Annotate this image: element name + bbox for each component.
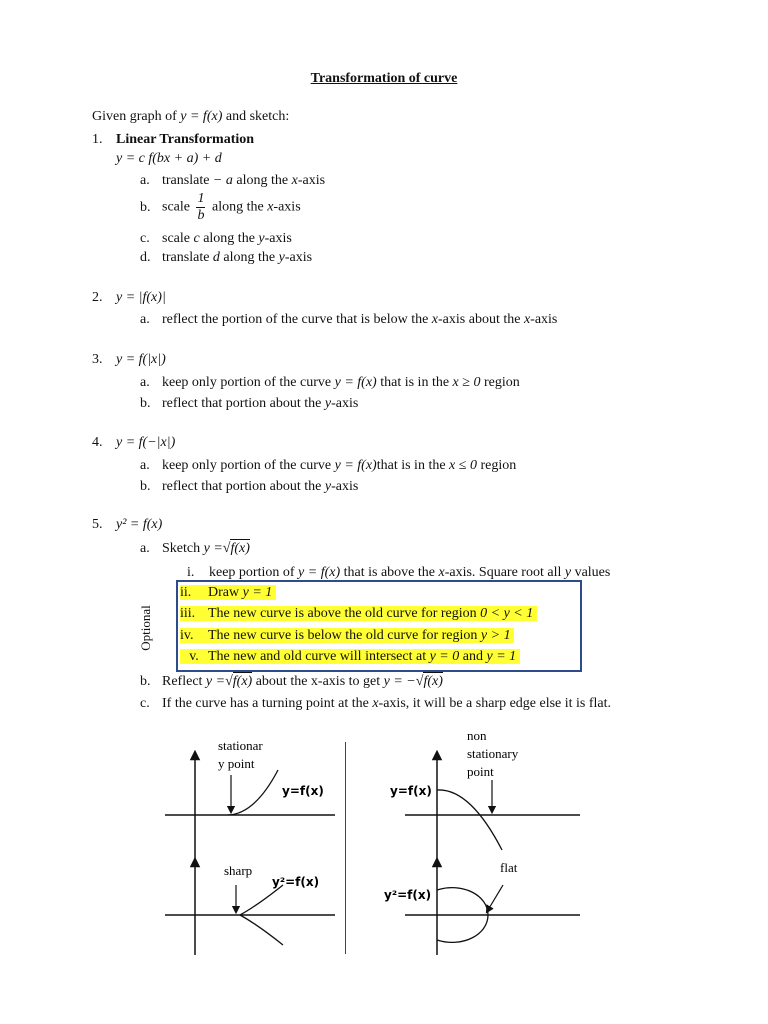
item-equation: y = 1 [242,585,273,600]
item-text: keep only portion of the curve [162,458,332,473]
item-text: The new curve is above the old curve for region [208,606,477,621]
graph-label: stationar [218,738,263,753]
item-equation: 0 < y < 1 [480,606,534,621]
curve [228,770,278,815]
item-text: If the curve has a turning point at the [162,696,369,711]
item-text: scale [162,199,190,215]
graph-equation: y=f(x) [390,784,432,798]
item-equation: y = f(x) [334,458,377,473]
marker: a. [140,173,150,188]
sec3-equation: y = f(|x|) [116,352,166,367]
item-var: y [564,565,572,580]
item-text: -axis [284,250,313,265]
item-condition: x ≤ 0 [449,458,477,473]
marker: c. [140,696,150,711]
intro-equation: y = f(x) [180,109,223,124]
sec3-number: 3. [92,352,103,367]
graph-equation: y²=f(x) [272,875,320,889]
item-axis: x [431,312,439,327]
item-text: -axis [273,199,301,215]
graph-equation: y=f(x) [282,784,324,798]
item-condition: x ≥ 0 [452,375,481,390]
sec5-equation: y² = f(x) [116,517,163,532]
item-text: reflect that portion about the [162,396,322,411]
marker: a. [140,312,150,327]
marker: b. [140,479,151,494]
item-text: and [462,649,483,664]
item-axis: y [324,479,332,494]
item-text: -axis [331,479,359,494]
graph-label: point [467,764,494,779]
graph-flat [384,860,580,955]
intro-suffix: and sketch: [225,109,290,124]
item-equation: y = − [383,674,416,689]
item-axis: x [372,696,379,711]
marker: a. [140,458,150,473]
item-text: -axis [264,231,292,246]
sqrt-radicand: f(x) [230,541,250,556]
sec1-equation: y = c f(bx + a) + d [116,151,222,166]
graph-stationary [165,738,335,860]
item-text: values [574,565,611,580]
graph-label: non [467,728,487,743]
item-text: Sketch [162,541,201,556]
sec2-number: 2. [92,290,103,305]
item-var: d [212,250,220,265]
item-text: translate [162,173,210,188]
sqrt-sign: √ [225,674,233,689]
item-text: along the [223,250,276,265]
item-text: that is in the [380,375,450,390]
marker: b. [140,674,151,689]
item-equation: y = [203,541,223,556]
graph-label: sharp [224,863,253,878]
graph-label: stationary [467,746,519,761]
item-text: along the [211,199,264,215]
item-equation: y = 1 [486,649,517,664]
item-text: scale [162,231,190,246]
item-text: -axis about the [438,312,521,327]
marker: a. [140,375,150,390]
item-text: reflect that portion about the [162,479,322,494]
item-axis: x [438,565,445,580]
marker: v. [189,649,199,664]
marker: c. [140,231,150,246]
sqrt-sign: √ [415,674,424,689]
fraction-denominator: b [197,208,205,223]
item-equation: y = f(x) [298,565,341,580]
marker: iv. [180,628,194,643]
item-axis: x [291,173,298,188]
sqrt-radicand: f(x) [423,674,443,689]
curve-lower [240,915,283,945]
item-text: The new curve is below the old curve for region [208,628,478,643]
marker: b. [140,199,151,215]
item-equation: y = [205,674,226,689]
marker: iii. [180,606,196,621]
curve-upper [240,885,283,915]
item-text: that is in the [376,458,446,473]
item-text: translate [162,250,210,265]
marker: a. [140,541,150,556]
page-title: Transformation of curve [310,71,458,86]
sec5-number: 5. [92,517,103,532]
fraction-numerator: 1 [197,191,205,206]
item-axis: x [267,199,274,215]
item-text: along the [203,231,255,246]
marker: i. [187,565,195,580]
arrow [488,885,503,910]
item-axis: x [523,312,531,327]
item-text: -axis, it will be a sharp edge else it is flat. [378,696,612,711]
marker: b. [140,396,151,411]
sec2-equation: y = |f(x)| [116,290,166,305]
graph-non-stationary [390,728,580,860]
graph-label: y point [218,756,255,771]
item-text: along the [236,173,289,188]
sec1-number: 1. [92,132,103,147]
sec1-heading: Linear Transformation [116,132,255,147]
item-var: − a [212,173,233,188]
sec4-number: 4. [92,435,103,450]
item-var: c [193,231,200,246]
item-text: reflect the portion of the curve that is below the [162,312,429,327]
item-text: about the x-axis to get [255,674,381,689]
item-equation: y = f(x) [334,375,377,390]
item-text: region [483,375,520,390]
graph-equation: y²=f(x) [384,888,432,902]
item-equation: y > 1 [480,628,511,643]
item-axis: y [278,250,285,265]
item-text: that is above the [343,565,435,580]
item-axis: y [258,231,265,246]
item-text: -axis [331,396,359,411]
item-text: Draw [208,585,240,600]
sqrt-radicand: f(x) [232,674,253,689]
sec4-equation: y = f(−|x|) [116,435,176,450]
item-axis: y [324,396,332,411]
item-text: -axis [530,312,558,327]
intro-prefix: Given graph of [92,109,177,124]
item-text: Reflect [162,674,203,689]
marker: d. [140,250,151,265]
item-text: region [480,458,517,473]
graph-sharp [165,862,335,955]
item-equation: y = 0 [429,649,460,664]
item-text: -axis [297,173,326,188]
item-text: The new and old curve will intersect at [208,649,427,664]
item-text: keep only portion of the curve [162,375,332,390]
marker: ii. [180,585,192,600]
graph-label: flat [500,860,518,875]
item-text: -axis. Square root all [444,565,562,580]
optional-label: Optional [138,605,153,651]
item-text: keep portion of [209,565,295,580]
sqrt-sign: √ [222,541,231,556]
